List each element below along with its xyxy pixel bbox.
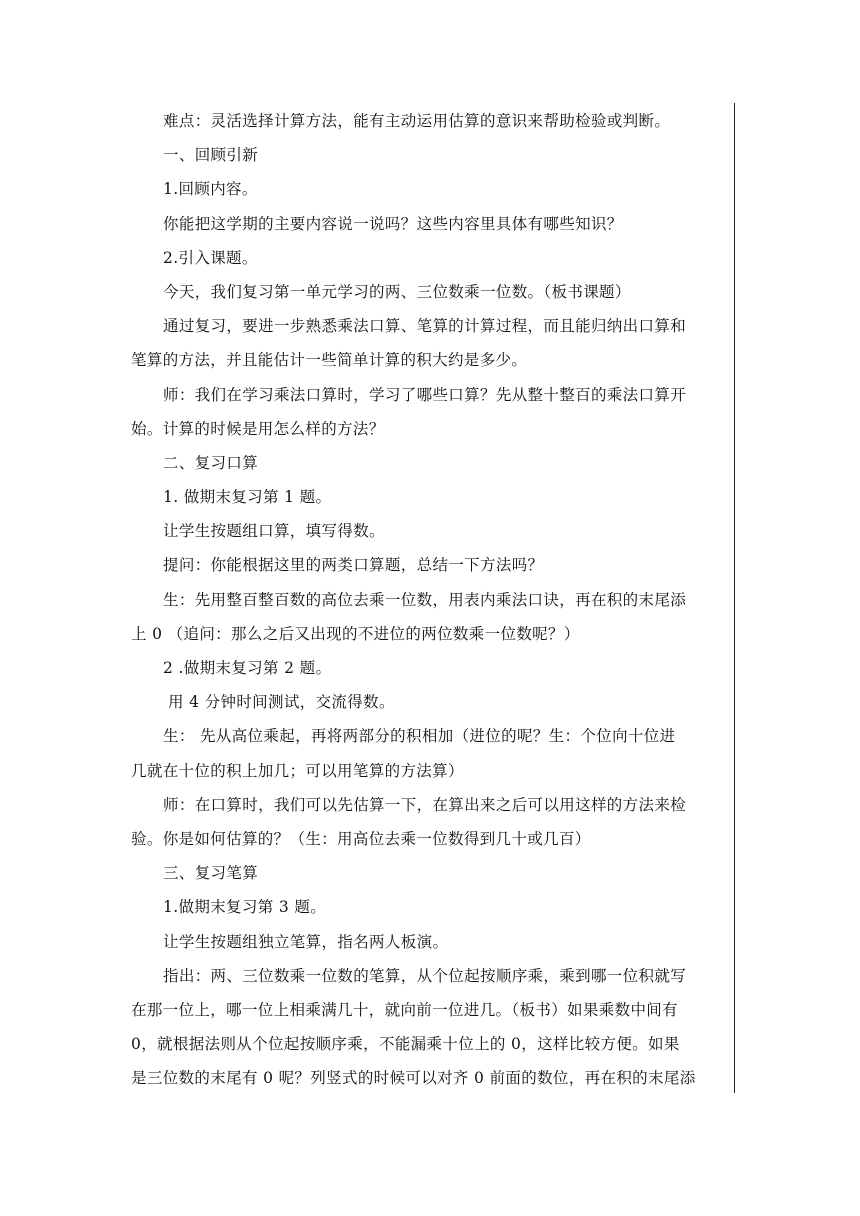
text-line: 师：我们在学习乘法口算时，学习了哪些口算？先从整十整百的乘法口算开 [163,385,687,404]
text-line: 在那一位上，哪一位上相乘满几十，就向前一位进几。（板书）如果乘数中间有 [131,1000,679,1019]
text-line: 笔算的方法，并且能估计一些简单计算的积大约是多少。 [131,351,528,370]
lesson-plan-text [131,104,731,1095]
text-line: 1.做期末复习第 3 题。 [163,898,327,917]
text-line: 通过复习，要进一步熟悉乘法口算、笔算的计算过程，而且能归纳出口算和 [163,317,687,336]
text-line: 始。计算的时候是用怎么样的方法？ [131,419,385,438]
text-line: 2.引入课题。 [163,248,258,267]
text-line: 难点：灵活选择计算方法，能有主动运用估算的意识来帮助检验或判断。 [163,112,671,130]
text-line: 今天，我们复习第一单元学习的两、三位数乘一位数。（板书课题） [163,282,631,301]
text-line: 上 0 （追问：那么之后又出现的不进位的两位数乘一位数呢？） [131,624,580,643]
text-line: 验。你是如何估算的？（生：用高位去乘一位数得到几十或几百） [131,829,591,848]
text-line: 1. 做期末复习第 1 题。 [163,488,332,507]
text-line: 你能把这学期的主要内容说一说吗？这些内容里具体有哪些知识？ [163,214,623,233]
text-line: 1.回顾内容。 [163,180,258,199]
text-line: 几就在十位的积上加几；可以用笔算的方法算） [131,761,464,780]
text-line: 提问：你能根据这里的两类口算题，总结一下方法吗？ [163,556,544,575]
text-line: 二、复习口算 [163,453,259,472]
text-line: 生：先用整百整百数的高位去乘一位数，用表内乘法口诀，再在积的末尾添 [163,590,687,609]
text-line: 2 .做期末复习第 2 题。 [163,659,332,677]
text-line: 0，就根据法则从个位起按顺序乘，不能漏乘十位上的 0，这样比较方便。如果 [131,1035,680,1054]
table-right-border [734,103,735,1093]
text-line: 是三位数的末尾有 0 呢？列竖式的时候可以对齐 0 前面的数位，再在积的末尾添 [131,1069,696,1088]
text-line: 一、回顾引新 [163,146,259,165]
text-line: 用 4 分钟时间测试，交流得数。 [168,693,395,712]
text-line: 指出：两、三位数乘一位数的笔算，从个位起按顺序乘，乘到哪一位积就写 [163,966,687,985]
text-line: 让学生按题组独立笔算，指名两人板演。 [163,932,449,951]
text-line: 三、复习笔算 [163,864,259,883]
text-line: 让学生按题组口算，填写得数。 [163,522,385,541]
text-line: 生： 先从高位乘起，再将两部分的积相加（进位的呢？生：个位向十位进 [163,727,676,746]
text-line: 师：在口算时，我们可以先估算一下，在算出来之后可以用这样的方法来检 [163,795,687,814]
